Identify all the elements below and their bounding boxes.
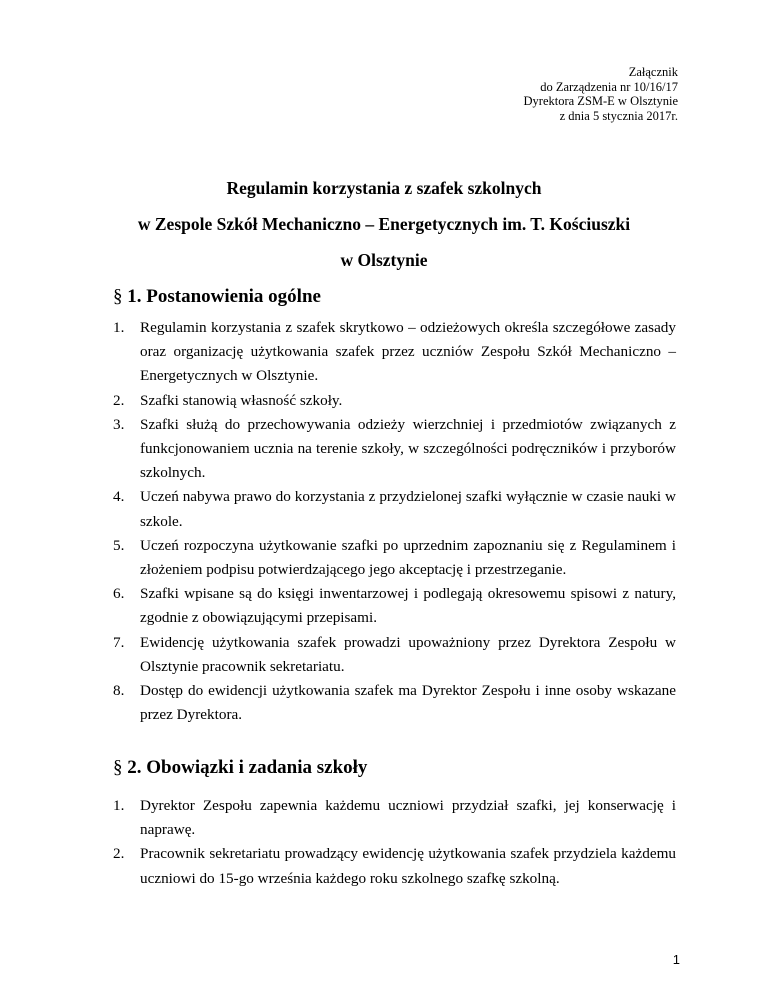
item-number: 3. xyxy=(113,415,125,433)
list-item xyxy=(113,631,676,679)
list-item xyxy=(113,485,676,533)
section-heading-1 xyxy=(113,286,321,308)
list-item xyxy=(113,679,676,727)
list-item xyxy=(113,842,676,890)
page-number: 1 xyxy=(672,952,680,967)
item-text: Szafki służą do przechowywania odzieży wierzchniej i przedmiotów związanych z funkcjonowaniem ucznia na terenie szkoły, w szczególności podręczników i przyborów szkolnych. xyxy=(140,415,676,482)
attachment-line: Załącznik xyxy=(628,65,678,79)
paragraph-sign: § xyxy=(113,286,123,307)
item-number: 1. xyxy=(113,319,125,336)
item-number: 2. xyxy=(113,845,125,863)
list-item xyxy=(113,534,676,582)
attachment-line: do Zarządzenia nr 10/16/17 xyxy=(540,79,678,94)
item-text: Ewidencję użytkowania szafek prowadzi upoważniony przez Dyrektora Zespołu w Olsztynie pracownik sekretariatu. xyxy=(140,633,676,675)
item-number: 7. xyxy=(113,633,125,651)
list-item xyxy=(113,389,676,413)
item-text: Dostęp do ewidencji użytkowania szafek ma Dyrektor Zespołu i inne osoby wskazane przez Dyrektora. xyxy=(140,682,676,724)
title-line: w Olsztynie xyxy=(340,250,428,270)
list-item xyxy=(113,582,676,630)
item-number: 8. xyxy=(113,682,125,700)
item-text: Szafki wpisane są do księgi inwentarzowej i podlegają okresowemu spisowi z natury, zgodnie z obowiązującymi przepisami. xyxy=(140,585,676,627)
item-number: 1. xyxy=(113,797,125,814)
title-line: w Zespole Szkół Mechaniczno – Energetycznych im. T. Kościuszki xyxy=(137,214,631,234)
item-text: Uczeń nabywa prawo do korzystania z przydzielonej szafki wyłącznie w czasie nauki w szkole. xyxy=(140,488,676,530)
item-text: Dyrektor Zespołu zapewnia każdemu uczniowi przydział szafki, jej konserwację i naprawę. xyxy=(140,797,676,839)
item-text: Regulamin korzystania z szafek skrytkowo – odzieżowych określa szczegółowe zasady oraz organizację użytkowania szafek przez uczniów Zespołu Szkół Mechaniczno – Energetycznych w Olsztynie. xyxy=(140,319,676,385)
item-number: 5. xyxy=(113,536,125,554)
item-number: 6. xyxy=(113,585,125,603)
list-item xyxy=(113,413,676,486)
section-1-list xyxy=(113,316,676,727)
attachment-line: z dnia 5 stycznia 2017r. xyxy=(559,108,678,123)
item-text: Pracownik sekretariatu prowadzący ewidencję użytkowania szafek przydziela każdemu uczniowi do 15-go września każdego roku szkolnego szafkę szkolną. xyxy=(140,845,676,887)
section-2-list xyxy=(113,794,676,891)
section-heading-text: 2. Obowiązki i zadania szkoły xyxy=(127,757,368,778)
item-text: Uczeń rozpoczyna użytkowanie szafki po uprzednim zapoznaniu się z Regulaminem i złożeniem podpisu potwierdzającego jego akceptację i przestrzeganie. xyxy=(140,536,676,579)
attachment-line: Dyrektora ZSM-E w Olsztynie xyxy=(523,94,678,108)
item-number: 2. xyxy=(113,391,125,409)
document-title xyxy=(0,170,768,278)
attachment-note xyxy=(524,65,678,123)
title-line: Regulamin korzystania z szafek szkolnych xyxy=(226,178,542,198)
paragraph-sign: § xyxy=(113,757,123,778)
section-heading-2 xyxy=(113,757,367,779)
section-heading-text: 1. Postanowienia ogólne xyxy=(127,286,321,307)
list-item xyxy=(113,316,676,389)
item-text: Szafki stanowią własność szkoły. xyxy=(140,391,343,409)
item-number: 4. xyxy=(113,488,125,506)
list-item xyxy=(113,794,676,842)
